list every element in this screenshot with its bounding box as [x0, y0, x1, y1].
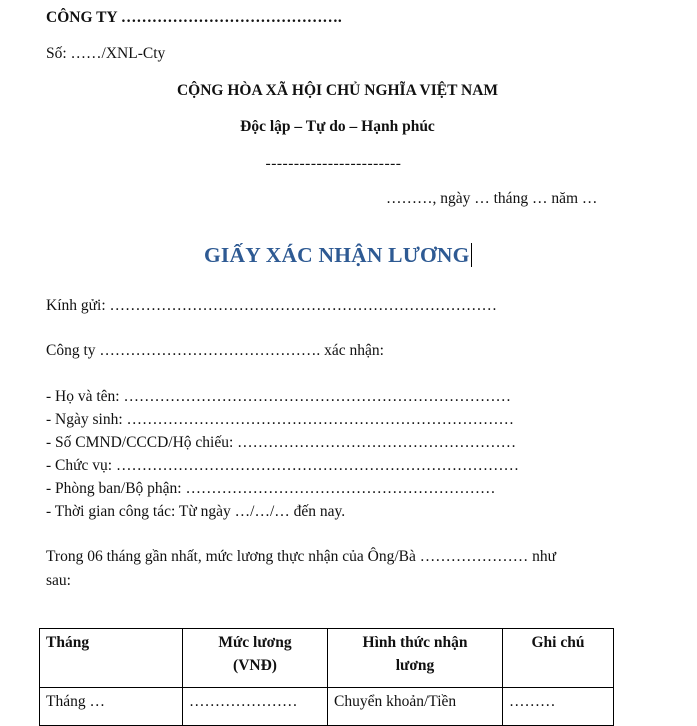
field-full-name: - Họ và tên: ………………………………………………………………… [46, 388, 511, 405]
document-title[interactable] [204, 243, 472, 268]
field-birth-date: - Ngày sinh: ………………………………………………………………… [46, 411, 515, 428]
field-department: - Phòng ban/Bộ phận: …………………………………………………… [46, 480, 496, 497]
cell-month: Tháng … [40, 688, 183, 726]
table-row [40, 688, 614, 726]
header-note: Ghi chú [503, 629, 614, 688]
header-salary: Mức lương (VNĐ) [183, 629, 328, 688]
date-line: ………, ngày … tháng … năm … [386, 190, 598, 207]
table-header-row [40, 629, 614, 688]
header-payment-method: Hình thức nhận lương [328, 629, 503, 688]
field-id-number: - Số CMND/CCCD/Hộ chiếu: ……………………………………………… [46, 434, 517, 451]
salary-table [39, 628, 614, 726]
statement-line-1: Trong 06 tháng gần nhất, mức lương thực nhận của Ông/Bà ………………… như [46, 548, 557, 565]
document-number: Số: ……/XNL-Cty [46, 45, 166, 62]
field-position: - Chức vụ: …………………………………………………………………… [46, 457, 519, 474]
motto: Độc lập – Tự do – Hạnh phúc [240, 118, 435, 135]
document-title-text: GIẤY XÁC NHẬN LƯƠNG [204, 243, 470, 267]
divider: ------------------------ [265, 155, 402, 172]
cell-payment-method: Chuyển khoản/Tiền [328, 688, 503, 726]
text-cursor [471, 243, 472, 267]
cell-note: ……… [503, 688, 614, 726]
nation-heading: CỘNG HÒA XÃ HỘI CHỦ NGHĨA VIỆT NAM [176, 82, 499, 99]
company-line: CÔNG TY ……………………………………. [46, 9, 342, 26]
statement-line-2: sau: [46, 572, 71, 589]
field-work-period: - Thời gian công tác: Từ ngày …/…/… đến nay. [46, 503, 346, 520]
header-month: Tháng [40, 629, 183, 688]
cell-salary: ………………… [183, 688, 328, 726]
company-confirm-line: Công ty ……………………………………. xác nhận: [46, 342, 384, 359]
recipient-line: Kính gửi: ………………………………………………………………… [46, 297, 498, 314]
